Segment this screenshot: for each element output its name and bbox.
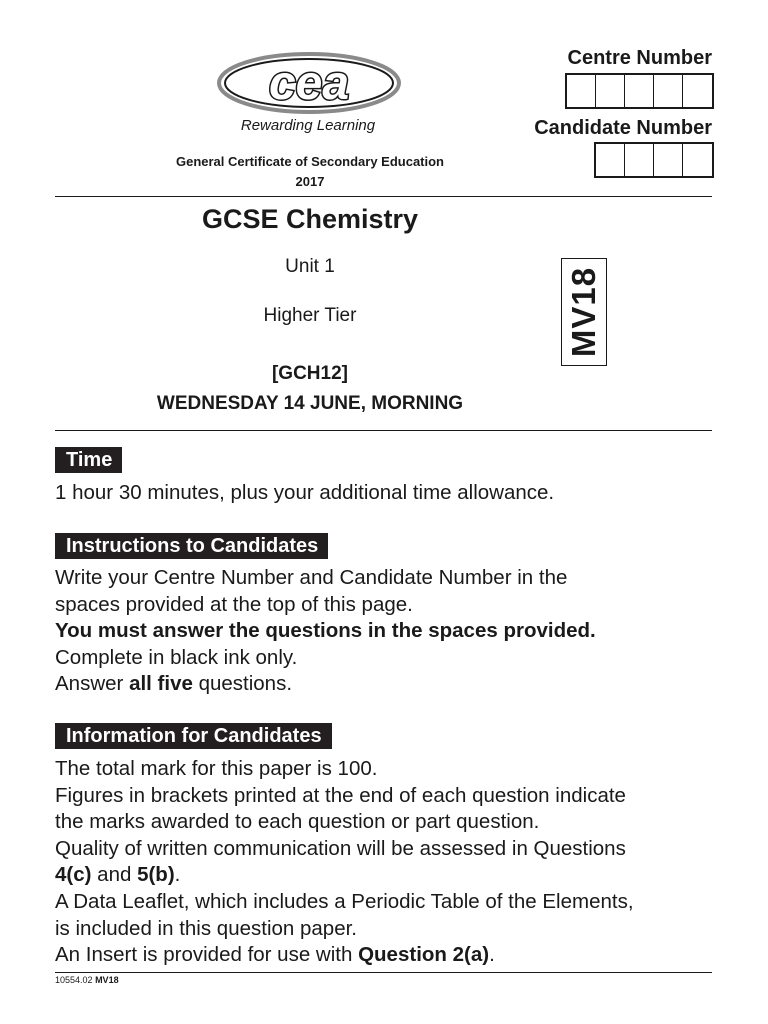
text-bold: 4(c) <box>55 863 92 887</box>
text-bold: 5(b) <box>137 863 175 887</box>
exam-code: [GCH12] <box>271 363 348 384</box>
instructions-line: Complete in black ink only. <box>55 645 298 669</box>
instructions-line <box>55 671 727 698</box>
centre-digit-box[interactable] <box>596 75 625 107</box>
instructions-line: Write your Centre Number and Candidate Number in the <box>55 566 568 589</box>
information-line: the marks awarded to each question or part question. <box>55 810 540 834</box>
exam-date: WEDNESDAY 14 JUNE, MORNING <box>156 393 464 414</box>
instructions-text <box>55 565 727 698</box>
text-span: . <box>174 863 181 887</box>
exam-title: GCSE Chemistry <box>201 204 419 234</box>
time-heading: Time <box>55 447 122 473</box>
text-span: Answer <box>55 672 130 696</box>
centre-digit-box[interactable] <box>567 75 596 107</box>
paper-id-box <box>561 258 607 366</box>
information-line: The total mark for this paper is 100. <box>55 757 378 780</box>
text-span: questions. <box>192 672 293 696</box>
text-span: . <box>489 943 495 967</box>
centre-number-label: Centre Number <box>567 47 712 69</box>
candidate-digit-box[interactable] <box>654 144 683 176</box>
information-line: Figures in brackets printed at the end of each question indicate <box>55 783 626 807</box>
paper-id: MV18 <box>565 266 602 358</box>
information-heading: Information for Candidates <box>55 723 332 749</box>
qualification-title: General Certificate of Secondary Education <box>175 154 445 169</box>
instructions-line: You must answer the questions in the spaces provided. <box>55 619 596 643</box>
footer-id: MV18 <box>95 975 119 985</box>
tagline: Rewarding Learning <box>240 117 376 134</box>
top-divider <box>55 196 712 197</box>
instructions-line: spaces provided at the top of this page. <box>55 592 413 616</box>
candidate-digit-box[interactable] <box>625 144 654 176</box>
information-line <box>55 942 727 969</box>
candidate-digit-box[interactable] <box>596 144 625 176</box>
information-text <box>55 756 727 969</box>
information-line: A Data Leaflet, which includes a Periodic Table of the Elements, <box>55 889 634 913</box>
information-line <box>55 862 727 889</box>
footer-number: 10554.02 <box>55 975 93 985</box>
candidate-number-boxes[interactable] <box>594 142 714 178</box>
exam-tier: Higher Tier <box>263 305 357 326</box>
information-line: Quality of written communication will be assessed in Questions <box>55 836 626 860</box>
time-line: 1 hour 30 minutes, plus your additional time allowance. <box>55 481 555 504</box>
bottom-divider <box>55 972 712 973</box>
candidate-number-label: Candidate Number <box>534 117 712 139</box>
cea-logo <box>216 50 402 116</box>
centre-digit-box[interactable] <box>625 75 654 107</box>
centre-digit-box[interactable] <box>654 75 683 107</box>
logo-text: cea <box>268 57 350 110</box>
candidate-digit-box[interactable] <box>683 144 712 176</box>
centre-number-boxes[interactable] <box>565 73 714 109</box>
title-divider <box>55 430 712 431</box>
text-span: An Insert is provided for use with <box>55 943 359 967</box>
footer-code <box>55 975 119 985</box>
information-line: is included in this question paper. <box>55 916 358 940</box>
centre-digit-box[interactable] <box>683 75 712 107</box>
instructions-heading: Instructions to Candidates <box>55 533 328 559</box>
text-span: and <box>91 863 138 887</box>
time-text <box>55 480 727 507</box>
exam-unit: Unit 1 <box>285 256 335 277</box>
text-bold: all five <box>129 672 193 696</box>
text-bold: Question 2(a) <box>358 943 490 967</box>
exam-year: 2017 <box>295 174 325 189</box>
